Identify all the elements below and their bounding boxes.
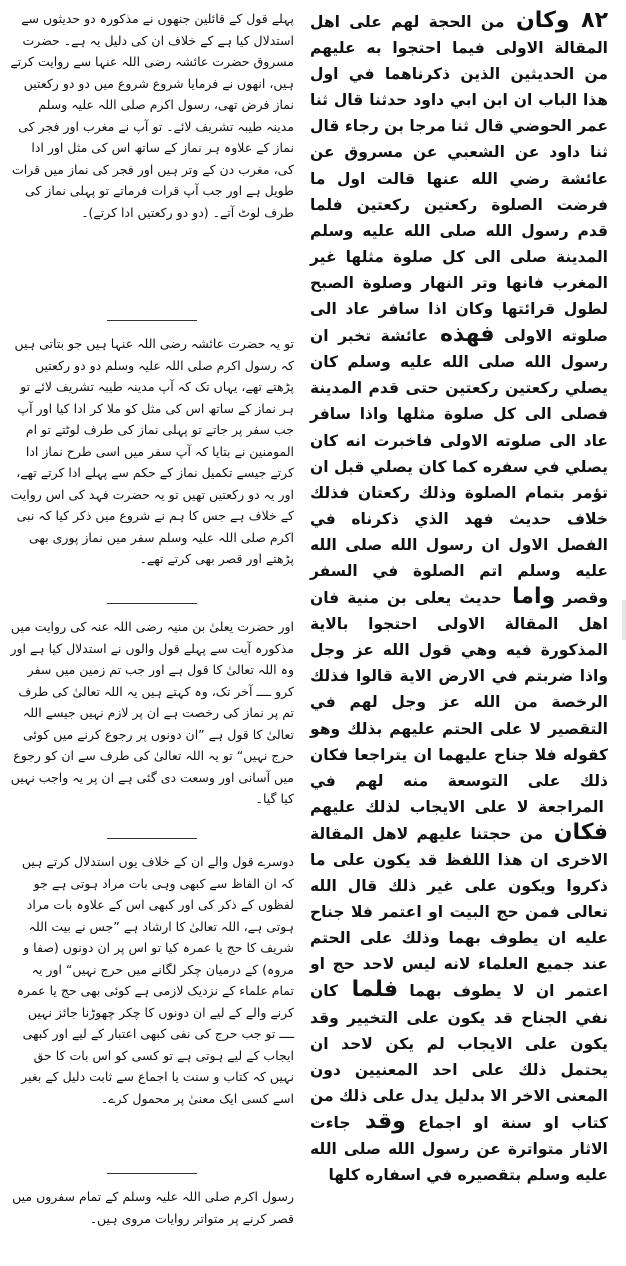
arabic-text: كان نفي الجناح قد يكون على التخيير وقد يكون على الايجاب لم يكن لاحد ان يحتمل ذلك على احد المعنيين دون المعنى الاخر الا بدليل يدل على ذلك من كتاب او سنة او اجماع: [310, 982, 608, 1132]
urdu-paragraph: تو یہ حضرت عائشہ رضی اللہ عنہا ہیں جو بتاتی ہیں کہ رسول اکرم صلی اللہ علیہ وسلم دو دو رکعتیں پڑھتے تھے، یہاں تک کہ آپ مدینہ طیبہ تشریف لائے تو ہر نماز کے ساتھ اس کی مثل کو ملا کر ادا کیا اور آپ جب سفر پر جاتے تو پہلی نماز کی طرف لوٹتے تو ام المومنین نے بتایا کہ آپ سفر میں اسی طرح نماز ادا کرتے جیسے تکمیل نماز کے حکم سے پہلے ادا کرتے تھے، اور یہ دو رکعتیں تھیں تو یہ حضرت فہد کی اس روایت کے خلاف ہے جس کا ہم نے شروع میں ذکر کیا کہ نبی اکرم صلی اللہ علیہ وسلم سفر میں نماز پوری بھی پڑھتے اور قصر بھی کرتے تھے۔: [10, 336, 294, 566]
heading-word: واما: [501, 584, 556, 610]
arabic-text-column: [300, 0, 618, 1231]
urdu-paragraph: دوسرے قول والے ان کے خلاف یوں استدلال کرتے ہیں کہ ان الفاظ سے کبھی وہی بات مراد ہوتی ہے جو لفظوں کے ذکر کی اور کبھی اس کے علاوہ بات مراد ہوتی ہے، اللہ تعالیٰ کا ارشاد ہے ”جس نے بیت اللہ شریف کا حج یا عمرہ کیا تو اس پر ان دونوں (صفا و مروہ) کے درمیان چکر لگانے میں حرج نہیں“ اور یہ تمام علماء کے نزدیک لازمی ہے کوئی بھی حج یا عمرہ کرنے والے کے لیے ان دونوں کا چکر چھوڑنا جائز نہیں ــــ تو جب حرج کی نفی کبھی اعتبار کے لیے اور کبھی ایجاب کے لیے ہوتی ہے تو کسی کو اس بات کا حق نہیں کہ کتاب و سنت یا اجماع سے ثابت دلیل کے بغیر اسے کسی ایک معنیٰ پر محمول کرے۔: [16, 854, 294, 1106]
urdu-paragraph: اور حضرت یعلیٰ بن منیہ رضی اللہ عنہ کی روایت میں مذکورہ آیت سے پہلے قول والوں نے استدلال کیا ہے اور وہ اللہ تعالیٰ کا قول ہے اور جب تم زمین میں سفر کرو ــــ آخر تک، وہ کہتے ہیں یہ اللہ تعالیٰ کی طرف تم پر نماز کی رخصت ہے ان پر لازم نہیں جیسے اللہ تعالیٰ کا قول ہے ”ان دونوں پر رجوع کرنے میں کوئی حرج نہیں“ تو یہ اللہ تعالیٰ کی طرف سے ان کو رجوع میں آسانی اور وسعت دی گئی ہے ان پر یہ واجب نہیں کیا گیا۔: [10, 619, 294, 806]
arabic-paragraph: [310, 8, 608, 1188]
arabic-text: جاءت الاثار متواترة عن رسول الله صلى الله عليه وسلم بتقصيره في اسفاره كلها: [310, 1113, 608, 1185]
heading-word: فكان: [543, 819, 609, 845]
heading-word: فهذه: [428, 322, 495, 348]
arabic-text: من حجتنا عليهم لاهل المقالة الاخرى ان هذا اللفظ قد يكون على ما ذكروا ويكون على غير ذلك قال الله تعالى فمن حج البيت او اعتمر فلا جناح عليه ان يطوف بهما وذلك على الحتم عند جميع العلماء لانه ليس لاحد حج او اعتمر ان لا يطوف بهما: [310, 824, 608, 1001]
arabic-text: حديث يعلى بن منية فان اهل المقالة الاولى احتجوا بالاية المذكورة فيه وهي قول الله عز وجل واذا ضربتم في الارض الاية قالوا فذلك الرخصة من الله عز وجل لهم في التقصير لا على الحتم عليهم بذلك وهو كقوله فلا جناح عليهما ان يتراجعا فكان ذلك على التوسعة منه لهم في المراجعة لا على الايجاب لذلك عليهم: [310, 589, 608, 816]
urdu-paragraph: پہلے قول کے قائلین جنھوں نے مذکورہ دو حدیثوں سے استدلال کیا ہے کے خلاف ان کی دلیل یہ ہے۔ حضرت مسروق حضرت عائشہ رضی اللہ عنہا سے روایت کرتے ہیں، انھوں نے فرمایا شروع شروع میں دو دو رکعتیں نماز فرض تھی، رسول اکرم صلی اللہ علیہ وسلم مدینہ طیبہ تشریف لائے۔ تو آپ نے مغرب اور فجر کی نماز کے علاوہ ہر نماز کے ساتھ اس کی مثل اور ادا کی، مغرب دن کے وتر ہیں اور فجر کی نماز میں قرات طویل ہے اور جب آپ قرات فرماتے تو پہلی نماز کی طرف لوٹ آتے۔ (دو دو رکعتیں ادا کرتے)۔: [10, 11, 294, 220]
heading-word: وكان: [504, 8, 570, 33]
urdu-section-3: [10, 616, 294, 826]
page-edge-mark: [622, 600, 626, 640]
arabic-text: عائشة تخبر ان رسول الله صلى الله عليه وسلم كان يصلي ركعتين ركعتين حتى قدم المدينة فصلى الى كل صلوة مثلها واذا سافر عاد الى صلوته الاولى فاخبرت انه كان يصلي في سفره كما كان يصلي قبل ان تؤمر بتمام الصلوة وذلك ركعتان فذلك خلاف حديث فهد الذي ذكرناه في الفصل الاول ان رسول الله صلى الله عليه وسلم اتم الصلوة في السفر وقصر: [310, 327, 608, 608]
heading-word: فلما: [338, 977, 399, 1003]
urdu-translation-column: [0, 0, 300, 1231]
hadith-number: ٨٢: [569, 8, 608, 33]
urdu-section-2: [10, 333, 294, 591]
arabic-text: من الحجة لهم على اهل المقالة الاولى فيما احتجوا به عليهم من الحديثين الذين ذكرناهما في اول هذا الباب ان ابن ابي داود حدثنا قال ثنا عمر الحوضي قال ثنا مرجا بن رجاء قال ثنا داود عن الشعبي عن مسروق عن عائشة رضي الله عنها قالت اول ما فرضت الصلوة ركعتين ركعتين فلما قدم رسول الله صلى الله عليه وسلم المدينة صلى الى كل صلوة مثلها غير المغرب فانها وتر النهار وصلوة الصبح لطول قرائتها وكان اذا سافر عاد الى صلوته الاولى: [310, 13, 608, 346]
heading-word: وقد: [350, 1108, 406, 1134]
urdu-section-1: [10, 8, 294, 308]
urdu-paragraph: رسول اکرم صلی اللہ علیہ وسلم کے تمام سفروں میں قصر کرنے پر متواتر روایات مروی ہیں۔: [12, 1189, 294, 1226]
urdu-section-5: [10, 1186, 294, 1266]
urdu-section-4: [10, 851, 294, 1161]
